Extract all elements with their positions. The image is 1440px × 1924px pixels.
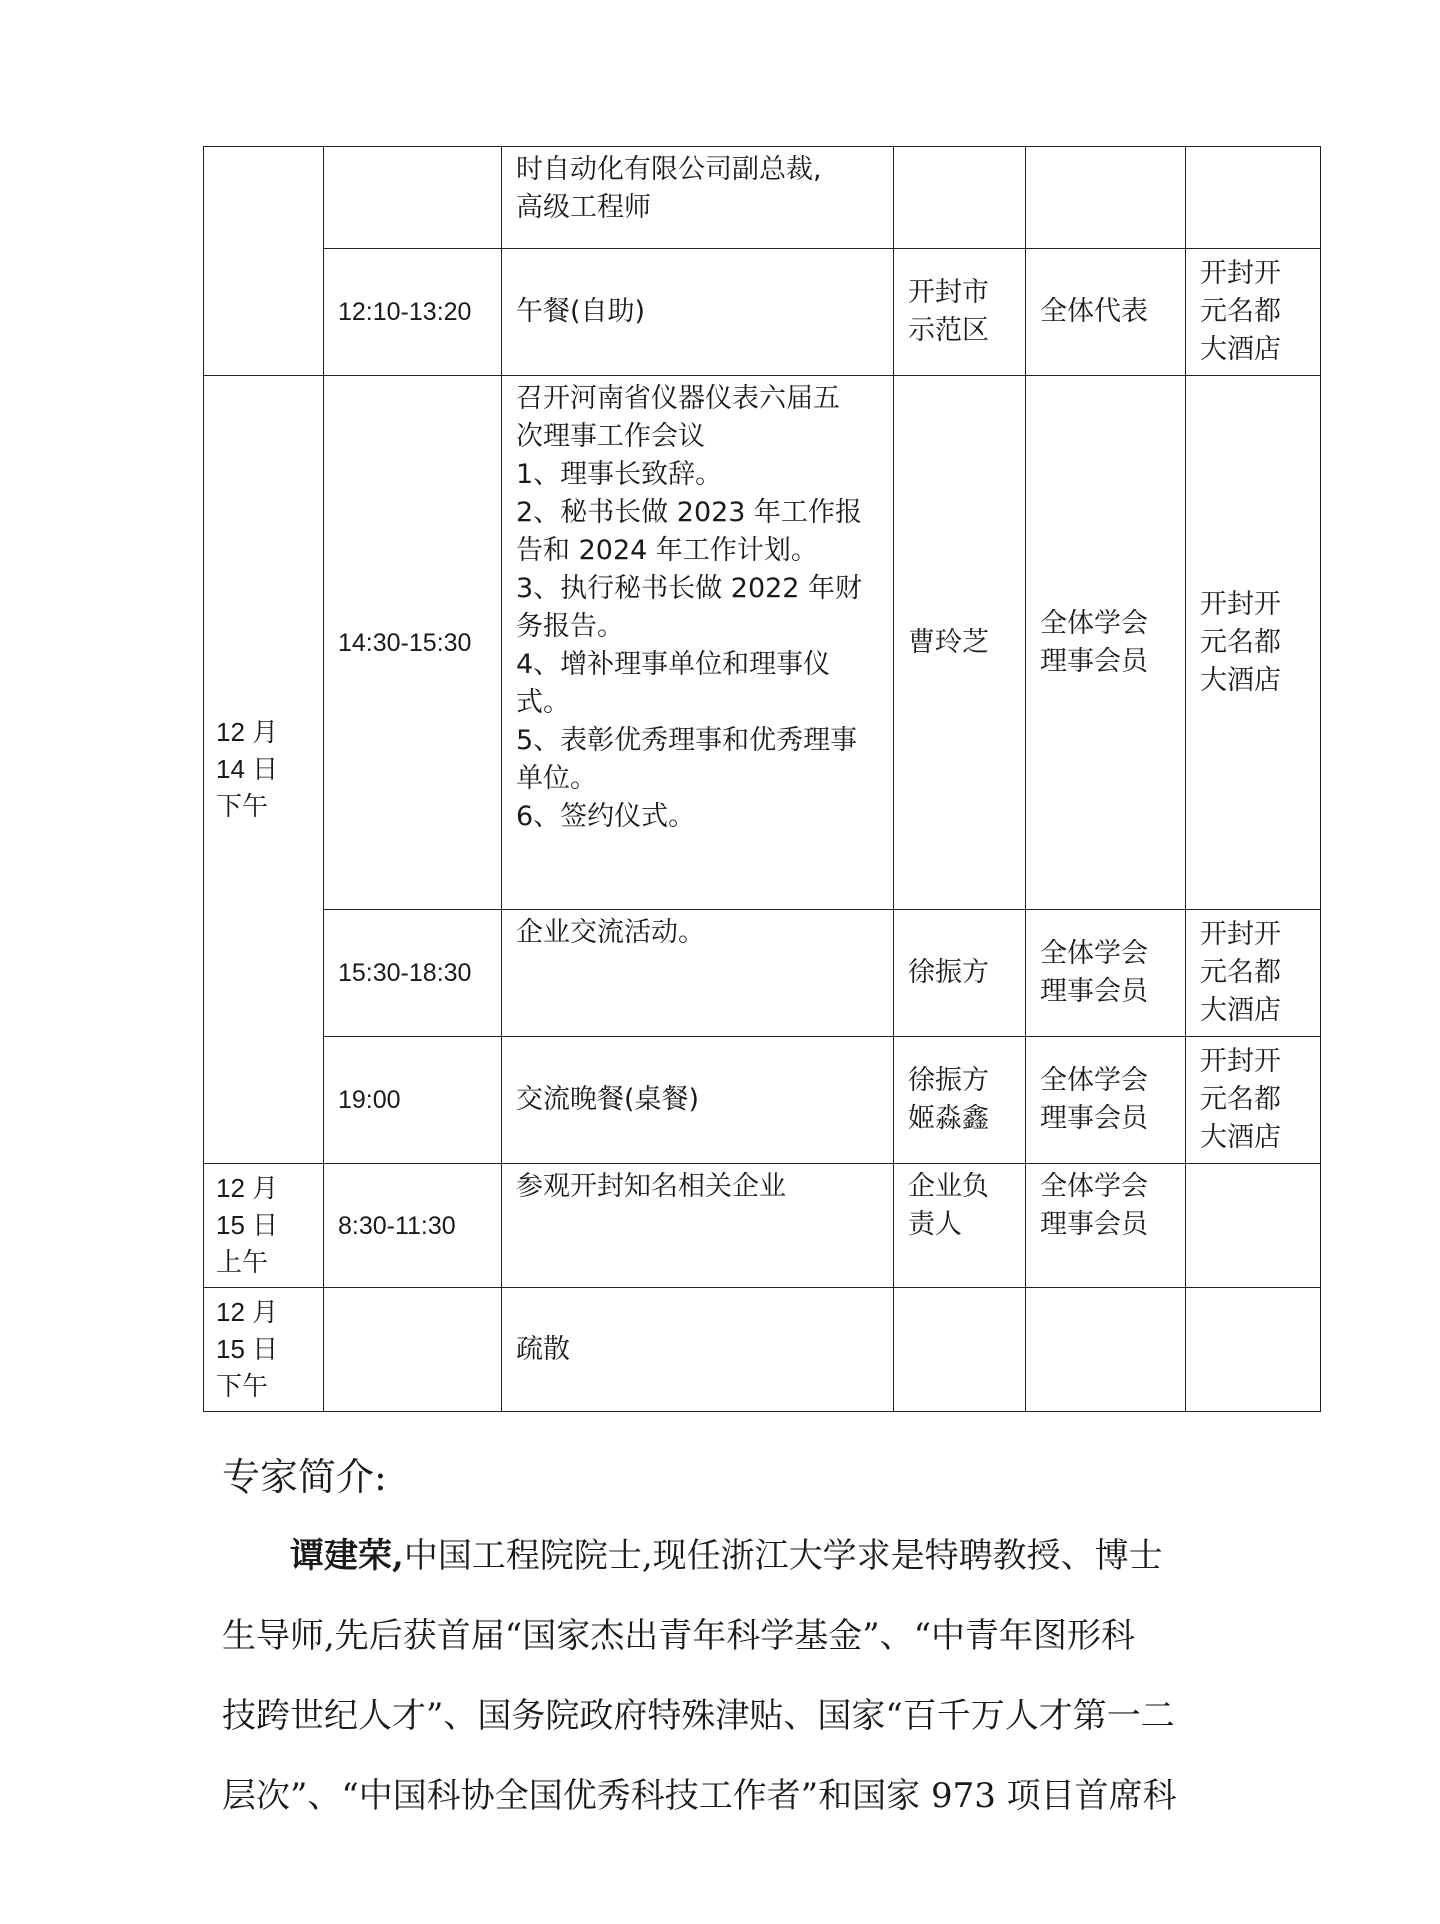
venue-line: 元名都: [1200, 1084, 1281, 1115]
bio-text: 中国工程院院士,现任浙江大学求是特聘教授、博士: [403, 1536, 1163, 1576]
date-line: 12 月: [216, 1297, 279, 1327]
attendees-cell: [1026, 1164, 1186, 1288]
experts-heading: 专家简介:: [222, 1455, 387, 1499]
venue-line: 元名都: [1200, 957, 1281, 988]
time-cell: 8:30-11:30: [324, 1164, 502, 1288]
host-cell: [894, 147, 1026, 249]
content-line: 1、理事长致辞。: [516, 459, 723, 490]
host-cell: [894, 1037, 1026, 1164]
host-cell: [894, 1164, 1026, 1288]
time-cell: [324, 1288, 502, 1412]
content-cell: [502, 910, 894, 1037]
table-row: [204, 249, 1321, 376]
attendees-cell: [1026, 1037, 1186, 1164]
date-line: 15 日: [216, 1210, 279, 1240]
time-cell: 15:30-18:30: [324, 910, 502, 1037]
date-line: 下午: [216, 791, 269, 821]
host-line: 姬淼鑫: [908, 1103, 989, 1134]
venue-cell: [1186, 249, 1321, 376]
content-cell: [502, 147, 894, 249]
date-line: 上午: [216, 1247, 269, 1277]
attendees-line: 理事会员: [1040, 1103, 1148, 1134]
attendees-cell: [1026, 1288, 1186, 1412]
expert-bio: [222, 1534, 1212, 1854]
content-line: 疏散: [516, 1333, 570, 1365]
time-cell: 12:10-13:20: [324, 249, 502, 376]
venue-line: 大酒店: [1200, 995, 1281, 1026]
date-cell: [204, 1164, 324, 1288]
host-cell: [894, 910, 1026, 1037]
venue-line: 大酒店: [1200, 664, 1281, 696]
content-line: 务报告。: [516, 611, 624, 642]
attendees-line: 全体学会: [1040, 938, 1148, 969]
date-cell: [204, 1288, 324, 1412]
host-line: 企业负: [908, 1171, 989, 1202]
attendees-cell: [1026, 147, 1186, 249]
attendees-line: 理事会员: [1040, 645, 1148, 677]
content-cell: [502, 1037, 894, 1164]
content-line: 告和 2024 年工作计划。: [516, 535, 818, 566]
attendees-cell: [1026, 910, 1186, 1037]
content-line: 5、表彰优秀理事和优秀理事: [516, 725, 858, 756]
bio-line: 技跨世纪人才”、国务院政府特殊津贴、国家“百千万人才第一二: [222, 1696, 1175, 1736]
venue-cell: [1186, 147, 1321, 249]
venue-line: 元名都: [1200, 626, 1281, 658]
content-line: 单位。: [516, 763, 597, 794]
content-line: 企业交流活动。: [516, 917, 705, 948]
host-line: 徐振方: [908, 1065, 989, 1096]
content-line: 式。: [516, 687, 570, 718]
expert-name: 谭建荣,: [290, 1536, 404, 1576]
attendees-line: 全体学会: [1040, 1065, 1148, 1096]
host-line: 责人: [908, 1209, 962, 1240]
host-cell: [894, 376, 1026, 910]
content-line: 3、执行秘书长做 2022 年财: [516, 573, 863, 604]
date-line: 下午: [216, 1371, 269, 1401]
date-line: 12 月: [216, 717, 279, 747]
attendees-line: 全体学会: [1040, 1171, 1148, 1202]
table-row: [204, 1288, 1321, 1412]
table-row: [204, 1037, 1321, 1164]
content-cell: [502, 376, 894, 910]
host-line: 示范区: [908, 315, 989, 346]
attendees-line: 理事会员: [1040, 976, 1148, 1007]
host-cell: [894, 1288, 1026, 1412]
time-cell: 19:00: [324, 1037, 502, 1164]
content-line: 参观开封知名相关企业: [516, 1171, 786, 1202]
venue-cell: [1186, 910, 1321, 1037]
bio-line: [222, 1534, 1212, 1614]
attendees-cell: [1026, 376, 1186, 910]
venue-cell: [1186, 1288, 1321, 1412]
content-cell: [502, 1164, 894, 1288]
venue-cell: [1186, 1164, 1321, 1288]
venue-cell: [1186, 1037, 1321, 1164]
time-cell: 14:30-15:30: [324, 376, 502, 910]
attendees-cell: [1026, 249, 1186, 376]
content-line: 交流晚餐(桌餐): [516, 1084, 700, 1115]
content-line: 召开河南省仪器仪表六届五: [516, 383, 840, 414]
attendees-line: 理事会员: [1040, 1209, 1148, 1240]
venue-line: 开封开: [1200, 919, 1281, 950]
content-line: 高级工程师: [516, 192, 651, 223]
date-cell-blank: [204, 147, 324, 376]
content-line: 4、增补理事单位和理事仪: [516, 649, 831, 680]
table-row: [204, 147, 1321, 249]
attendees-line: 全体学会: [1040, 607, 1148, 639]
venue-line: 开封开: [1200, 1046, 1281, 1077]
bio-line: 生导师,先后获首届“国家杰出青年科学基金”、“中青年图形科: [222, 1616, 1135, 1656]
date-line: 14 日: [216, 754, 279, 784]
date-line: 12 月: [216, 1173, 279, 1203]
date-cell: [204, 376, 324, 1164]
date-line: 15 日: [216, 1334, 279, 1364]
content-cell: [502, 1288, 894, 1412]
venue-line: 大酒店: [1200, 334, 1281, 365]
host-line: 曹玲芝: [908, 626, 989, 658]
bio-line: 层次”、“中国科协全国优秀科技工作者”和国家 973 项目首席科: [222, 1776, 1177, 1816]
schedule-table: [203, 146, 1321, 1412]
attendees-line: 全体代表: [1040, 296, 1148, 327]
venue-cell: [1186, 376, 1321, 910]
venue-line: 大酒店: [1200, 1122, 1281, 1153]
content-line: 次理事工作会议: [516, 421, 705, 452]
content-line: 6、签约仪式。: [516, 801, 696, 832]
content-line: 时自动化有限公司副总裁,: [516, 154, 822, 185]
venue-line: 开封开: [1200, 588, 1281, 620]
content-line: 午餐(自助): [516, 296, 646, 327]
venue-line: 开封开: [1200, 258, 1281, 289]
content-cell: [502, 249, 894, 376]
table-row: [204, 376, 1321, 910]
table-row: [204, 1164, 1321, 1288]
host-cell: [894, 249, 1026, 376]
time-cell: [324, 147, 502, 249]
host-line: 徐振方: [908, 957, 989, 988]
content-line: 2、秘书长做 2023 年工作报: [516, 497, 863, 528]
venue-line: 元名都: [1200, 296, 1281, 327]
table-row: [204, 910, 1321, 1037]
host-line: 开封市: [908, 277, 989, 308]
